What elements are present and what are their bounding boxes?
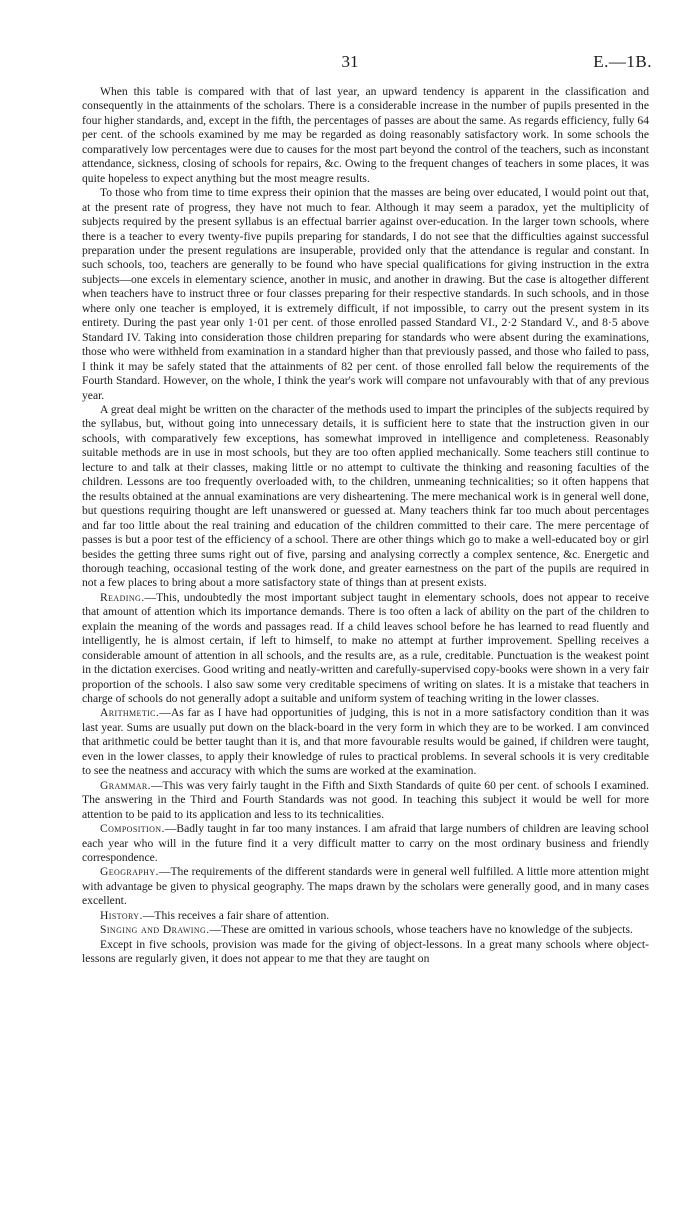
paragraph-geography xyxy=(82,865,649,908)
paragraph-text: —Badly taught in far too many instances. I am afraid that large numbers of children are leaving school each year who will in the future find it a very difficult matter to carry on the most ordinary business and friendly correspondence. xyxy=(82,822,649,865)
section-heading-singing-drawing: Singing and Drawing. xyxy=(100,923,210,937)
section-heading-grammar: Grammar. xyxy=(100,778,151,792)
section-heading-geography: Geography. xyxy=(100,865,159,879)
paragraph-text: —These are omitted in various schools, whose teachers have no knowledge of the subjects. xyxy=(209,923,633,937)
paragraph-text: —The requirements of the different standards were in general well fulfilled. A little more attention might with advantage be given to physical geography. The maps drawn by the scholars were generally good, and in many cases excellent. xyxy=(82,865,649,908)
paragraph-text: —This receives a fair share of attention. xyxy=(142,908,330,922)
paragraph-text: —As far as I have had opportunities of judging, this is not in a more satisfactory condition than it was last year. Sums are usually put down on the black-board in the very form in which they are to be worked. I am convinced that arithmetic could be better taught than it is, and that more favourable results would be gained, if children were taught, even in the lower classes, to apply their knowledge of rules to practical problems. In several schools it is very creditable to see the neatness and accuracy with which the sums are worked at the examination. xyxy=(82,706,649,778)
document-reference: E.—1B. xyxy=(593,52,652,71)
paragraph-over-education xyxy=(82,186,649,403)
paragraph-methods xyxy=(82,403,649,591)
section-heading-composition: Composition. xyxy=(100,822,165,836)
paragraph-composition xyxy=(82,822,649,865)
paragraph-singing-drawing xyxy=(82,923,649,937)
paragraph-history xyxy=(82,909,649,923)
paragraph-text: When this table is compared with that of last year, an upward tendency is apparent in the classification and consequently in the attainments of the scholars. There is a considerable increase in the number of pupils presented in the four higher standards, and, except in the fifth, the percentages of passes are about the same. As regards efficiency, fully 64 per cent. of the schools examined by me may be regarded as doing reasonably satisfactory work. In some schools the comparatively low percentages were due to causes for the most part beyond the control of the teachers, such as inconstant attendance, sickness, closing of schools for repairs, &c. Owing to the frequent changes of teachers in some places, it was quite hopeless to expect anything but the most meagre results. xyxy=(82,85,649,185)
paragraph-classification xyxy=(82,85,649,186)
paragraph-text: —This was very fairly taught in the Fifth and Sixth Standards of quite 60 per cent. of schools I examined. The answering in the Third and Fourth Standards was not good. In teaching this subject it would be well for more attention to be paid to its application and less to its technicalities. xyxy=(82,778,649,821)
paragraph-text: Except in five schools, provision was made for the giving of object-lessons. In a great many schools where object-lessons are regularly given, it does not appear to me that they are taught on xyxy=(82,937,649,966)
paragraph-text: A great deal might be written on the character of the methods used to impart the principles of the subjects required by the syllabus, but, without going into unnecessary details, it is sufficient here to state that the instruction given in our schools, with comparatively few exceptions, has somewhat improved in intelligence and completeness. Reasonably suitable methods are in use in most schools, but they are too often applied mechanically. Some teachers still continue to lecture to and talk at their classes, making little or no attempt to cultivate the thinking and reasoning faculties of the children. Lessons are too frequently overloaded with, to the children, unmeaning technicalities; so it often happens that the results obtained at the annual examinations are very disheartening. The mere mechanical work is in general well done, but questions requiring thought are left unanswered or guessed at. Many teachers think far too much about percentages and far too little about the real training and education of the children committed to their care. The mere percentage of passes is but a poor test of the efficiency of a school. There are other things which go to make a well-educated boy or girl besides the getting three sums right out of five, parsing and analysing correctly a complex sentence, &c. Energetic and thorough teaching, occasional testing of the work done, and greater earnestness on the part of the pupils are required in not a few places to bring about a more satisfactory state of things than at present exists. xyxy=(82,402,649,590)
paragraph-grammar xyxy=(82,779,649,822)
paragraph-arithmetic xyxy=(82,706,649,778)
paragraph-text: —This, undoubtedly the most important subject taught in elementary schools, does not appear to receive that amount of attention which its importance demands. There is too often a lack of ability on the part of the children to explain the meaning of the words and passages read. If a child leaves school before he has learned to read fluently and intelligently, he is almost certain, if left to himself, to make no attempt at further improvement. Spelling receives a considerable amount of attention in all schools, and the results are, as a rule, creditable. Punctuation is the weakest point in the dictation exercises. Good writing and neatly-written and carefully-supervised copy-books were shown in a very fair proportion of the schools. I also saw some very creditable specimens of writing on slates. It is a mistake that teachers in charge of schools do not generally adopt a suitable and uniform system of teaching writing in the lower classes. xyxy=(82,590,649,706)
paragraph-reading xyxy=(82,591,649,707)
section-heading-arithmetic: Arithmetic. xyxy=(100,706,160,720)
page-header xyxy=(0,52,700,76)
paragraph-text: To those who from time to time express their opinion that the masses are being over educated, I would point out that, at the present rate of progress, they have not much to fear. Although it may seem a paradox, yet the multiplicity of subjects required by the present syllabus is an effectual barrier against over-education. In the larger town schools, where there is a teacher to every twenty-five pupils preparing for standards, I do not see that the difficulties against successful preparation under the present regulations are insuperable, provided only that the attendance is regular and constant. In such schools, too, teachers are generally to be found who have special qualifications for giving instruction in the extra subjects—one excels in elementary science, another in music, and another in drawing. But the case is altogether different when teachers have to instruct three or four classes preparing for their respective standards. In such schools, and in those where only one teacher is employed, it is extremely difficult, if not impossible, to carry out the present system in its entirety. During the past year only 1·01 per cent. of those enrolled passed Standard VI., 2·2 Standard V., and 8·5 above Standard IV. Taking into consideration those children preparing for standards who were absent during the examinations, those who were withheld from examination in a standard higher than that previously passed, and those who failed to pass, I think it may be safely stated that the attainments of 82 per cent. of those enrolled fall below the requirements of the Fourth Standard. However, on the whole, I think the year's work will compare not unfavourably with that of any previous year. xyxy=(82,186,649,402)
section-heading-history: History. xyxy=(100,908,143,922)
report-body xyxy=(82,85,649,967)
section-heading-reading: Reading. xyxy=(100,590,145,604)
page-number: 31 xyxy=(341,52,359,71)
paragraph-object-lessons xyxy=(82,938,649,967)
